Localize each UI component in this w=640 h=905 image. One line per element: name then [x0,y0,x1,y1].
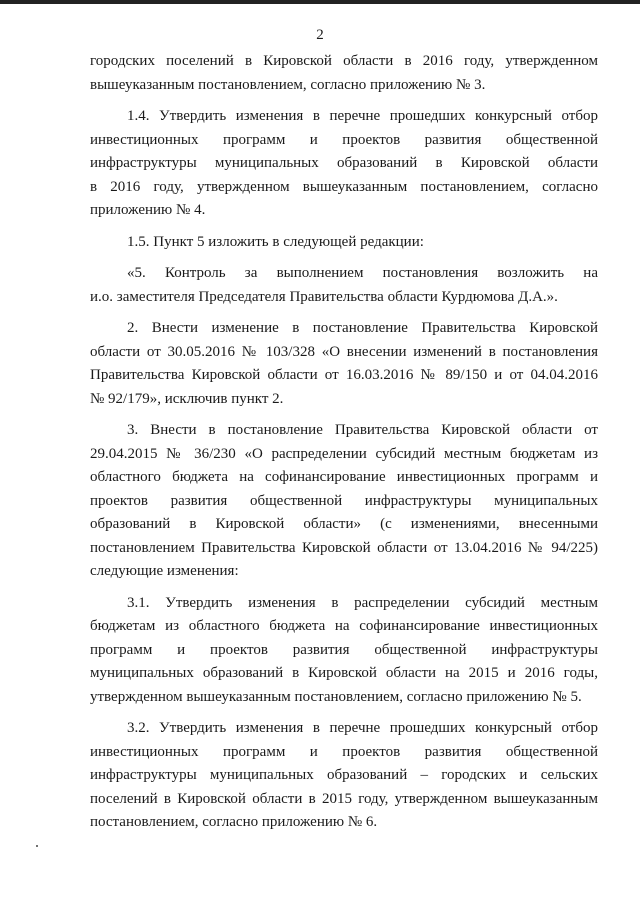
page-number: 2 [316,27,324,43]
text-line: Правительства Кировской области от 16.03.2016 № 89/150 и от 04.04.2016 [90,367,598,383]
text-line: поселений в Кировской области в 2015 году, утвержденном вышеуказанным [90,790,598,807]
text-line: и.о. заместителя Председателя Правительства области Курдюмова Д.А.». [90,288,558,305]
text-line: 29.04.2015 № 36/230 «О распределении субсидий местным бюджетам из [90,445,598,462]
text-line: утвержденном вышеуказанным постановлением, согласно приложению № 5. [90,688,582,705]
text-line: № 92/179», исключив пункт 2. [90,390,284,407]
text-line: муниципальных образований в Кировской области на 2015 и 2016 годы, [90,665,598,681]
paragraph-item-3-1 [90,592,598,710]
text-line: вышеуказанным постановлением, согласно приложению № 3. [90,76,486,93]
text-line: 1.5. Пункт 5 изложить в следующей редакции: [127,233,424,250]
text-line: приложению № 4. [90,202,206,218]
text-line: инвестиционных программ и проектов развития общественной [90,743,598,760]
text-line: проектов развития общественной инфраструктуры муниципальных [90,492,598,509]
text-line: 3.1. Утвердить изменения в распределении субсидий местным [127,594,598,611]
paragraph-item-2 [90,317,598,411]
text-line: области от 30.05.2016 № 103/328 «О внесении изменений в постановления [90,343,598,360]
paragraph-item-3 [90,419,598,584]
document-body [90,50,598,843]
text-line: инфраструктуры муниципальных образований – городских и сельских [90,767,598,783]
text-line: областного бюджета на софинансирование инвестиционных программ и [90,469,598,485]
paragraph-quoted-item-5 [90,262,598,309]
text-line: городских поселений в Кировской области в 2016 году, утвержденном [90,53,598,69]
top-border-rule [0,0,640,4]
text-line: 3.2. Утвердить изменения в перечне прошедших конкурсный отбор [127,720,598,736]
text-line: 3. Внести в постановление Правительства Кировской области от [127,422,598,438]
text-line: инфраструктуры муниципальных образований в Кировской области [90,155,598,171]
text-line: программ и проектов развития общественной инфраструктуры [90,641,598,658]
text-line: следующие изменения: [90,563,239,579]
text-line: постановлением Правительства Кировской области от 13.04.2016 № 94/225) [90,539,598,556]
text-line: бюджетам из областного бюджета на софинансирование инвестиционных [90,618,598,634]
text-line: 2. Внести изменение в постановление Правительства Кировской [127,320,598,336]
paragraph-continuation [90,50,598,97]
scan-speck [36,845,38,847]
text-line: 1.4. Утвердить изменения в перечне прошедших конкурсный отбор [127,108,598,124]
text-line: постановлением, согласно приложению № 6. [90,814,378,830]
paragraph-item-3-2 [90,717,598,835]
text-line: инвестиционных программ и проектов развития общественной [90,131,598,148]
paragraph-item-1-4 [90,105,598,223]
text-line: в 2016 году, утвержденном вышеуказанным постановлением, согласно [90,178,598,195]
text-line: образований в Кировской области» (с изменениями, внесенными [90,516,598,532]
text-line: «5. Контроль за выполнением постановления возложить на [127,265,598,281]
paragraph-item-1-5 [90,231,598,255]
